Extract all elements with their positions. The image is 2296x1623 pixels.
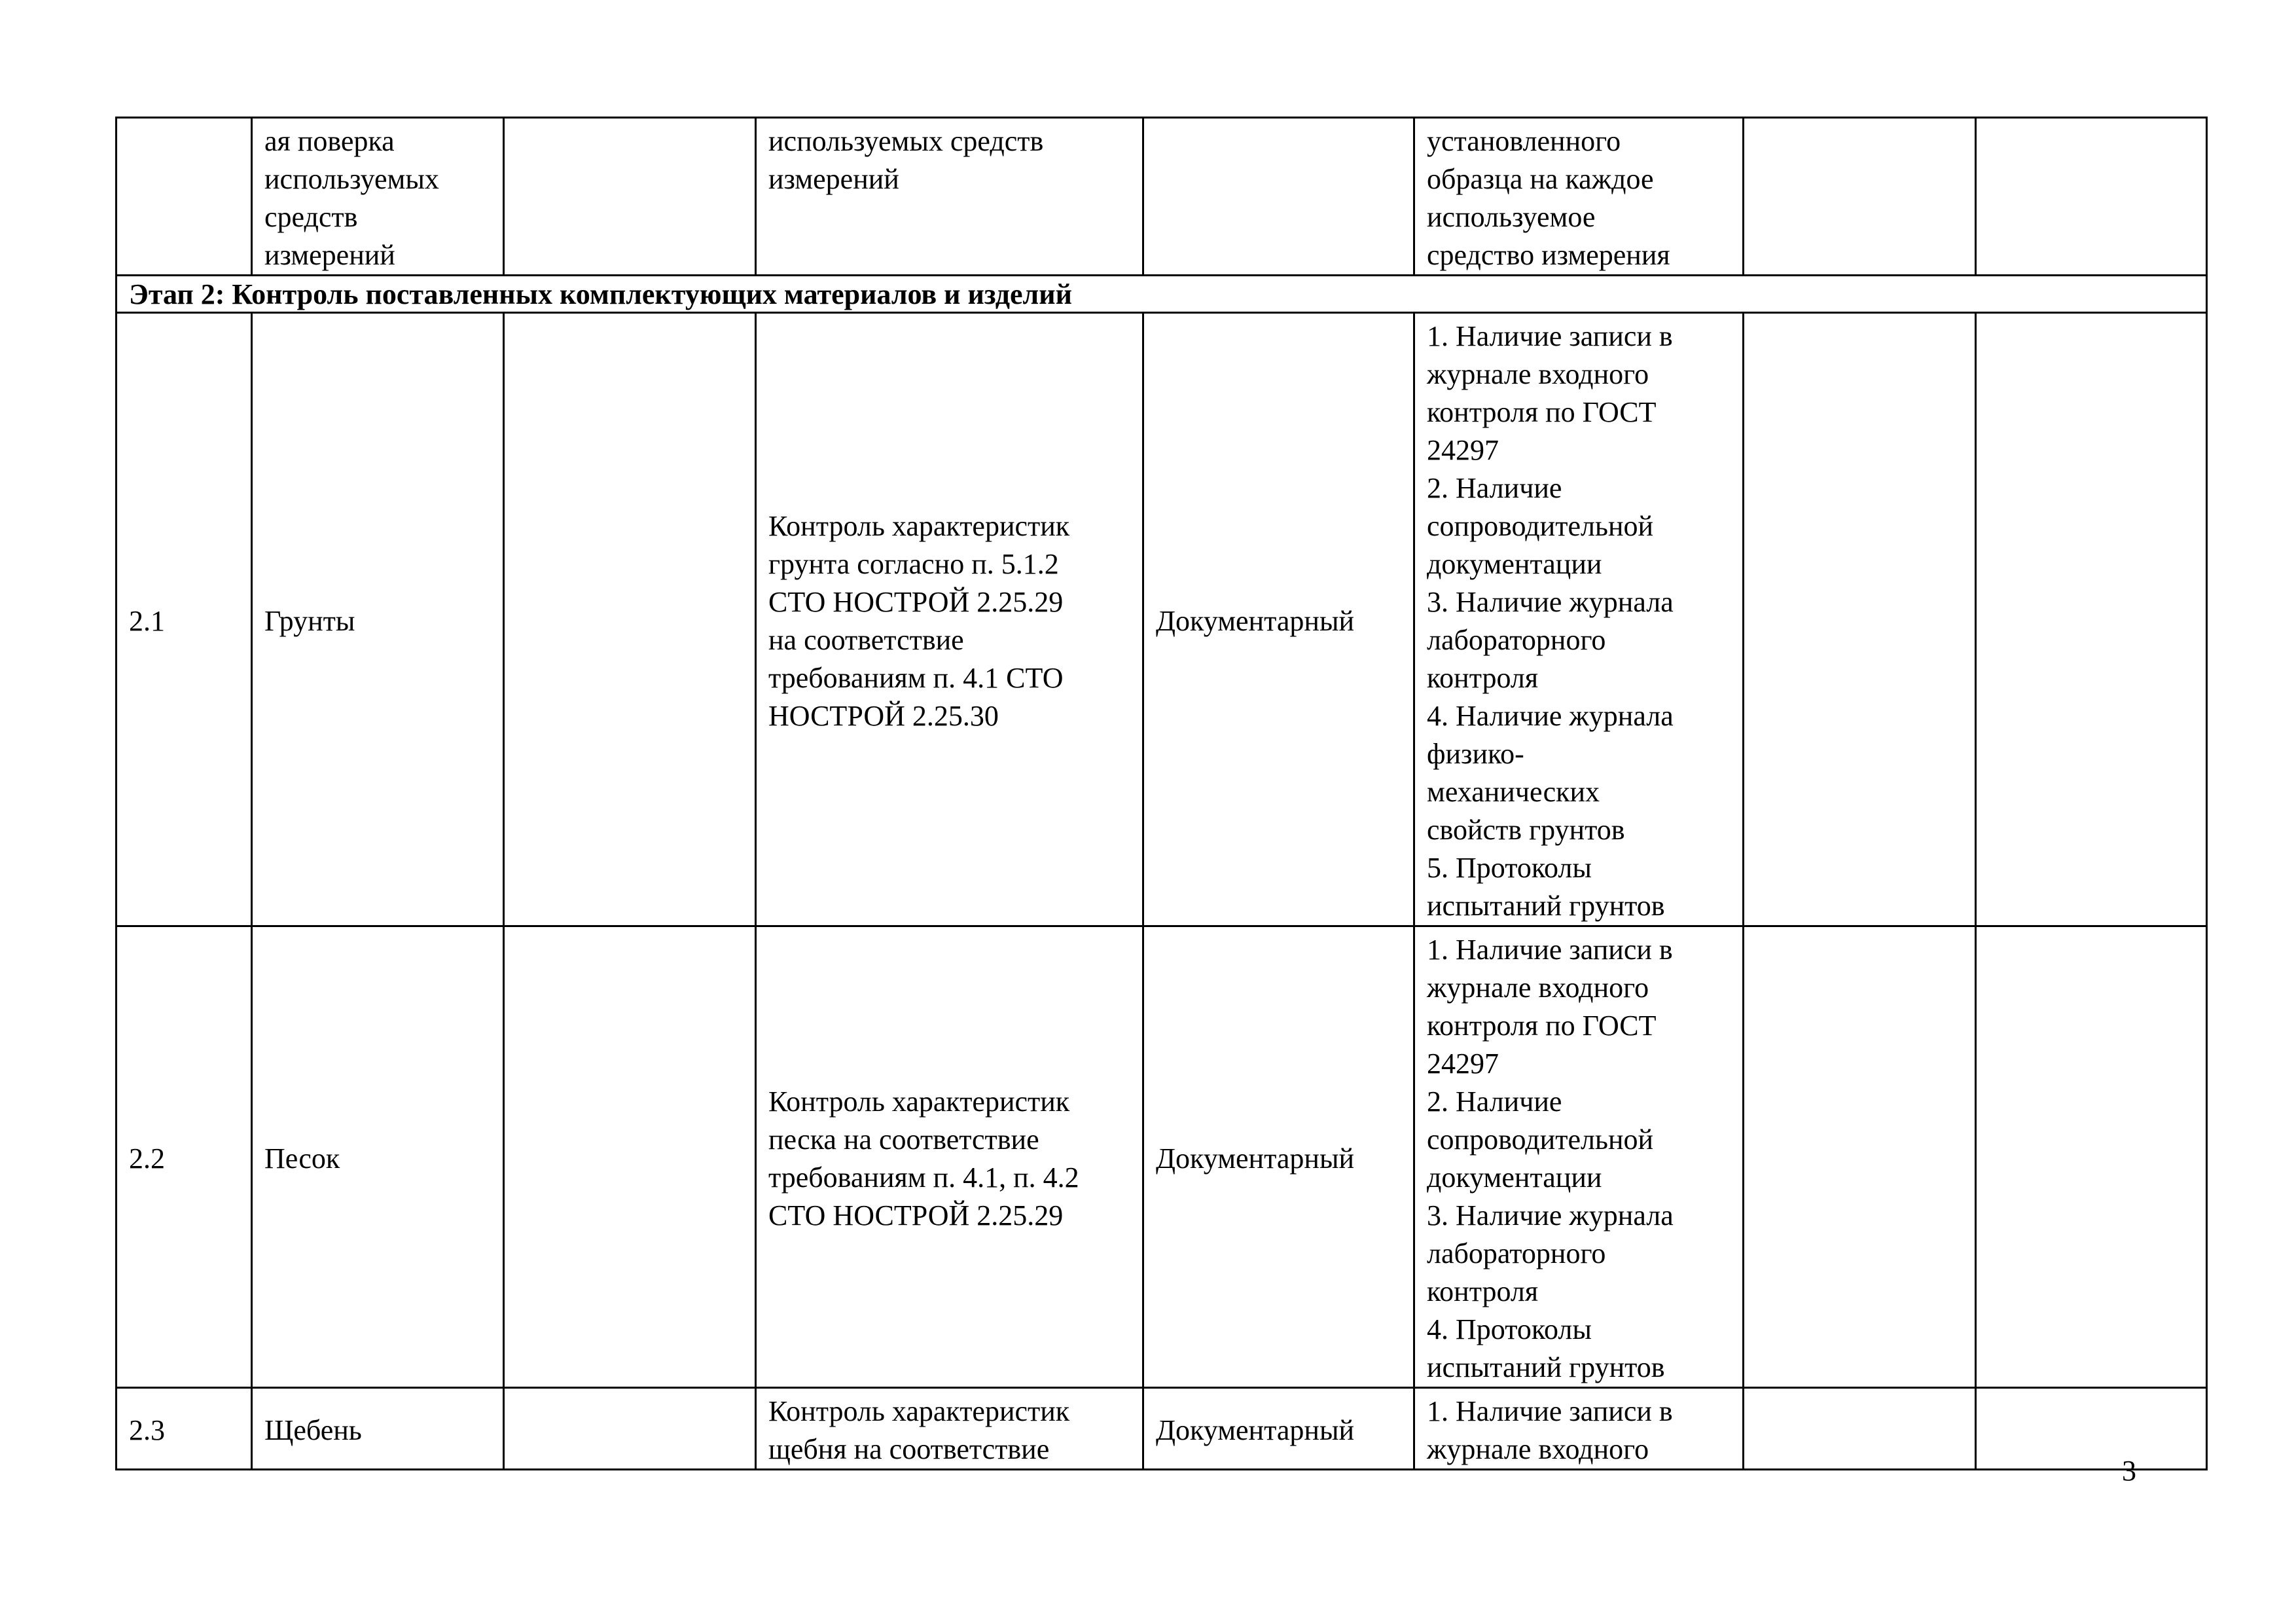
page-number: 3 [2122, 1455, 2136, 1487]
cell-number [117, 118, 252, 276]
continuation-row [117, 118, 2207, 276]
table-row [117, 1388, 2207, 1470]
cell-number: 2.1 [117, 313, 252, 926]
cell-empty [1976, 926, 2207, 1388]
cell-control: Контроль характеристик грунта согласно п. 5.1.2 СТО НОСТРОЙ 2.25.29 на соответствие требованиям п. 4.1 СТО НОСТРОЙ 2.25.30 [756, 313, 1143, 926]
table-row [117, 926, 2207, 1388]
cell-item: Грунты [252, 313, 504, 926]
cell-empty [1976, 1388, 2207, 1470]
cell-empty [1744, 313, 1976, 926]
cell-control: Контроль характеристик песка на соответствие требованиям п. 4.1, п. 4.2 СТО НОСТРОЙ 2.25.29 [756, 926, 1143, 1388]
cell-empty [1976, 313, 2207, 926]
cell-empty [504, 118, 756, 276]
cell-empty [504, 313, 756, 926]
cell-number: 2.2 [117, 926, 252, 1388]
cell-number: 2.3 [117, 1388, 252, 1470]
cell-item: Песок [252, 926, 504, 1388]
cell-method: Документарный [1143, 313, 1414, 926]
cell-documents: 1. Наличие записи в журнале входного [1414, 1388, 1744, 1470]
stage-header-row [117, 276, 2207, 313]
cell-method: Документарный [1143, 1388, 1414, 1470]
cell-item: Щебень [252, 1388, 504, 1470]
cell-method [1143, 118, 1414, 276]
cell-documents: установленного образца на каждое используемое средство измерения [1414, 118, 1744, 276]
cell-method: Документарный [1143, 926, 1414, 1388]
cell-empty [1744, 926, 1976, 1388]
cell-control: используемых средств измерений [756, 118, 1143, 276]
control-table [115, 117, 2208, 1470]
cell-empty [1976, 118, 2207, 276]
cell-control: Контроль характеристик щебня на соответствие [756, 1388, 1143, 1470]
table-row [117, 313, 2207, 926]
cell-empty [1744, 118, 1976, 276]
cell-documents: 1. Наличие записи в журнале входного контроля по ГОСТ 24297 2. Наличие сопроводительной документации 3. Наличие журнала лабораторного контроля 4. Протоколы испытаний грунтов [1414, 926, 1744, 1388]
cell-empty [1744, 1388, 1976, 1470]
stage-header: Этап 2: Контроль поставленных комплектующих материалов и изделий [117, 276, 2207, 313]
cell-empty [504, 1388, 756, 1470]
cell-documents: 1. Наличие записи в журнале входного контроля по ГОСТ 24297 2. Наличие сопроводительной документации 3. Наличие журнала лабораторного контроля 4. Наличие журнала физико- механических свойств грунтов 5. Протоколы испытаний грунтов [1414, 313, 1744, 926]
cell-item: ая поверка используемых средств измерений [252, 118, 504, 276]
cell-empty [504, 926, 756, 1388]
